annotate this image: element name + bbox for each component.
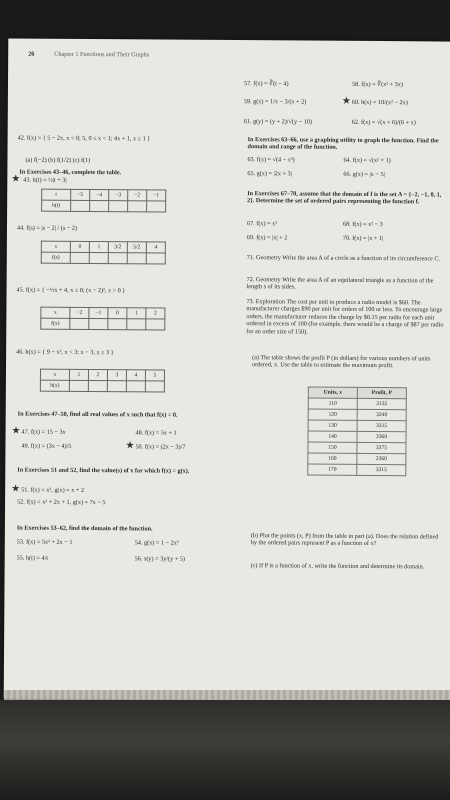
exercise-45: 45. f(x) = { −½x + 4, x ≤ 0; (x − 2)², x > 0 } xyxy=(16,286,126,295)
exercise-73: 73. Exploration The cost per unit to produce a radio model is $60. The manufacturer charges $90 per unit for orders of 100 or less. To encourage large orders, the manufacturer reduces the charge by $0.15 per radio for each unit ordered in excess of 100 (for example, there would be a charge of $87 per radio for an order size of 150). xyxy=(246,298,444,336)
table-cell: 1 xyxy=(89,242,108,253)
exercise-50: 50. f(x) = (2x − 3)/7 xyxy=(135,443,186,451)
exercise-59: 59. g(x) = 1/x − 3/(x + 2) xyxy=(243,98,307,106)
instructions-67-70: In Exercises 67–70, assume that the domain of f is the set A = {−2, −1, 0, 1, 2}. Determine the set of ordered pairs representing the function f. xyxy=(247,190,442,206)
exercise-73a: (a) The table shows the profit P (in dollars) for various numbers of units ordered, x. Use the table to estimate the maximum profit. xyxy=(252,354,431,370)
table-cell: 120 xyxy=(308,409,357,420)
table-row xyxy=(308,398,406,410)
table-45 xyxy=(40,307,165,331)
exercise-56: 56. s(y) = 3y/(y + 5) xyxy=(134,555,185,563)
exercise-43: 43. h(t) = ½|t + 3| xyxy=(23,176,67,184)
table-cell: −2 xyxy=(70,307,89,318)
table-cell: 5/2 xyxy=(127,242,146,253)
chapter-header: Chapter 1 Functions and Their Graphs xyxy=(54,50,150,59)
table-cell: 140 xyxy=(308,431,357,442)
table-cell: −3 xyxy=(109,190,128,201)
exercise-53: 53. f(x) = 5x² + 2x − 1 xyxy=(16,538,73,546)
exercise-52: 52. f(x) = x² + 2x + 1, g(x) = 7x − 5 xyxy=(17,498,106,507)
table-row xyxy=(308,464,406,476)
exercise-42-parts: (a) f(−2) (b) f(1/2) (c) f(1) xyxy=(25,156,91,165)
exercise-42: 42. f(x) = { 5 − 2x, x < 0; 5, 0 ≤ x < 1; 4x + 1, x ≥ 1 } xyxy=(17,134,151,143)
exercise-73b: (b) Plot the points (x, P) from the table in part (a). Does the relation defined by the ordered pairs represent P as a function of x? xyxy=(250,532,439,548)
exercise-57: 57. f(x) = ∛(t − 4) xyxy=(243,80,289,88)
exercise-69: 69. f(x) = |x| + 2 xyxy=(246,234,288,242)
exercise-51: 51. f(x) = x², g(x) = x + 2 xyxy=(21,486,85,494)
table-cell: 3315 xyxy=(357,420,406,431)
table-cell: 130 xyxy=(308,420,357,431)
exercise-54: 54. g(x) = 1 − 2x² xyxy=(134,539,179,547)
table-cell: x xyxy=(40,369,69,380)
exercise-64: 64. f(x) = √(x² + 1) xyxy=(343,156,391,165)
exercise-65: 65. g(x) = |2x + 3| xyxy=(247,170,292,178)
table-44 xyxy=(41,241,166,265)
table-cell: 3375 xyxy=(357,442,406,453)
table-cell: 2 xyxy=(146,308,165,319)
exercise-49: 49. f(x) = (3x − 4)/5 xyxy=(21,442,72,450)
table-cell: 160 xyxy=(308,453,357,464)
exercise-70: 70. f(x) = |x + 1| xyxy=(342,234,384,243)
exercise-48: 48. f(x) = 5x + 1 xyxy=(135,429,177,437)
exercise-55: 55. h(t) = 4/t xyxy=(16,554,49,562)
textbook-page xyxy=(4,38,450,701)
exercise-72: 72. Geometry Write the area A of an equilateral triangle as a function of the length s of its sides. xyxy=(246,276,434,291)
table-cell: 3 xyxy=(107,370,126,381)
instructions-51-52: In Exercises 51 and 52, find the value(s) of x for which f(x) = g(x). xyxy=(17,466,190,475)
table-cell: 3240 xyxy=(357,409,406,420)
exercise-71: 71. Geometry Write the area A of a circle as a function of its circumference C. xyxy=(246,254,441,263)
exercise-62: 62. f(x) = √(x + 6)/(6 + x) xyxy=(351,118,416,127)
table-cell: 170 xyxy=(308,464,357,475)
table-row xyxy=(308,420,406,432)
table-cell: h(t) xyxy=(42,200,71,211)
star-mark-icon: ★ xyxy=(125,440,135,452)
exercise-73c: (c) If P is a function of x, write the function and determine its domain. xyxy=(250,562,425,571)
table-header: Profit, P xyxy=(357,387,406,398)
exercise-61: 61. g(y) = (y + 2)/√(y − 10) xyxy=(243,118,312,126)
table-cell: 110 xyxy=(308,398,357,409)
table-cell: s xyxy=(41,241,70,252)
exercise-63: 63. f(x) = √(4 − x²) xyxy=(247,156,295,164)
table-header: Units, x xyxy=(308,387,357,398)
table-cell: 150 xyxy=(308,442,357,453)
exercise-44: 44. f(s) = |s − 2| / (s − 2) xyxy=(16,224,78,232)
table-cell: 3/2 xyxy=(108,242,127,253)
table-cell: x xyxy=(41,307,70,318)
star-mark-icon: ★ xyxy=(341,95,351,107)
dark-background xyxy=(0,700,450,800)
table-row xyxy=(308,431,406,443)
exercise-46: 46. h(x) = { 9 − x², x < 3; x − 3, x ≥ 3 } xyxy=(16,348,114,357)
instructions-47-50: In Exercises 47–50, find all real values of x such that f(x) = 0. xyxy=(17,410,178,419)
instructions-43-46: In Exercises 43–46, complete the table. xyxy=(19,168,122,177)
table-cell: −4 xyxy=(90,190,109,201)
table-cell: 4 xyxy=(146,242,165,253)
instructions-53-62: In Exercises 53–62, find the domain of the function. xyxy=(16,524,153,533)
table-row xyxy=(308,442,406,454)
table-cell: t xyxy=(42,189,71,200)
table-cell: 0 xyxy=(108,308,127,319)
exercise-67: 67. f(x) = x² xyxy=(246,220,278,228)
table-cell: 1 xyxy=(127,308,146,319)
table-43 xyxy=(41,189,166,213)
table-cell: −5 xyxy=(71,189,90,200)
table-row xyxy=(308,453,406,465)
table-cell: −1 xyxy=(147,190,166,201)
star-mark-icon: ★ xyxy=(11,483,21,495)
page-number: 26 xyxy=(28,50,35,58)
exercise-60: 60. h(x) = 10/(x² − 2x) xyxy=(351,98,408,107)
table-cell: −2 xyxy=(128,190,147,201)
table-cell: f(x) xyxy=(41,318,70,329)
exercise-47: 47. f(x) = 15 − 3x xyxy=(21,428,66,436)
exercise-58: 58. f(x) = ∜(x² + 3x) xyxy=(351,80,403,89)
table-cell: 3360 xyxy=(357,453,406,464)
star-mark-icon: ★ xyxy=(11,425,21,437)
table-cell: 1 xyxy=(69,369,88,380)
table-46 xyxy=(40,369,165,393)
table-cell: −1 xyxy=(89,308,108,319)
profit-table xyxy=(307,387,407,477)
instructions-63-66: In Exercises 63–66, use a graphing utility to graph the function. Find the domain and range of the function. xyxy=(247,136,439,152)
table-cell: 2 xyxy=(88,370,107,381)
table-cell: 3135 xyxy=(357,398,406,409)
star-mark-icon: ★ xyxy=(11,173,21,185)
table-cell: 0 xyxy=(70,241,89,252)
table-cell: 3360 xyxy=(357,431,406,442)
table-cell: f(s) xyxy=(41,252,70,263)
table-row xyxy=(308,409,406,421)
table-cell: 5 xyxy=(145,370,164,381)
table-cell: h(x) xyxy=(40,380,69,391)
table-cell: 3315 xyxy=(357,464,406,475)
exercise-66: 66. g(x) = |x − 5| xyxy=(343,170,385,179)
table-cell: 4 xyxy=(126,370,145,381)
exercise-68: 68. f(x) = x² − 3 xyxy=(342,220,383,229)
